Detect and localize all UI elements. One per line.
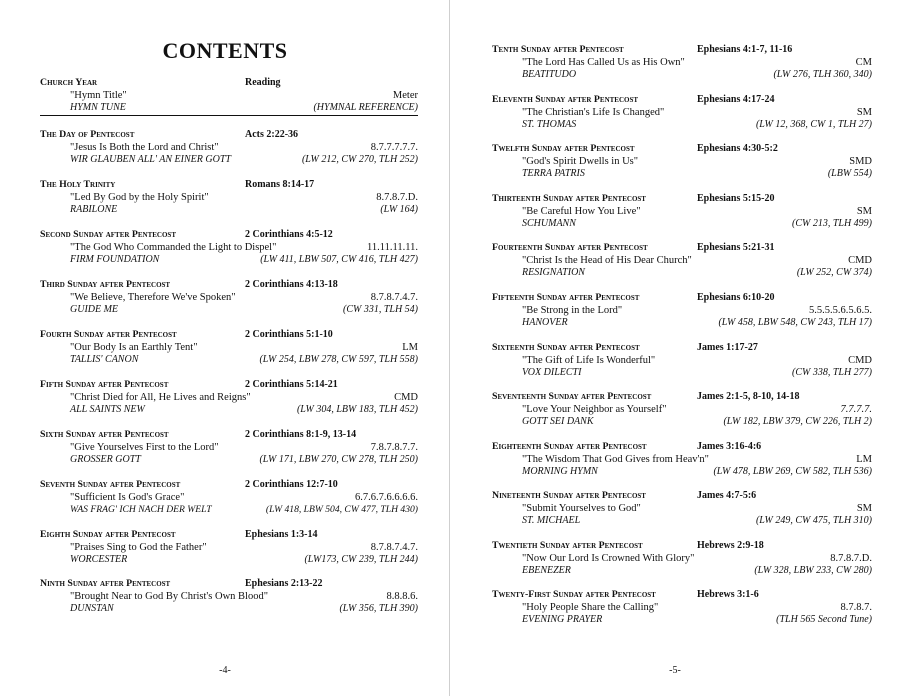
contents-entry xyxy=(40,229,418,267)
hymn-title: "Be Careful How You Live" xyxy=(522,205,641,217)
sunday-name: The Day of Pentecost xyxy=(40,129,135,140)
right-page xyxy=(450,0,900,696)
hymn-title: "Give Yourselves First to the Lord" xyxy=(70,441,219,453)
hymnal-reference: (LW 458, LBW 548, CW 243, TLH 17) xyxy=(718,317,872,328)
hymn-tune: DUNSTAN xyxy=(70,603,114,614)
hymnal-reference: (LW 356, TLH 390) xyxy=(339,603,418,614)
header-meter: Meter xyxy=(392,89,418,101)
hymn-title: "Brought Near to God By Christ's Own Blood" xyxy=(70,590,269,602)
hymn-tune: GUIDE ME xyxy=(70,304,119,315)
page-title: CONTENTS xyxy=(162,38,288,63)
hymn-title: "The Gift of Life Is Wonderful" xyxy=(522,354,656,366)
header-hymn-tune: HYMN TUNE xyxy=(70,102,126,113)
reading: Ephesians 4:17-24 xyxy=(697,94,775,105)
hymn-tune: WAS FRAG' ICH NACH DER WELT xyxy=(70,504,212,515)
hymn-title: "Christ Is the Head of His Dear Church" xyxy=(522,254,692,266)
contents-entry xyxy=(492,589,872,627)
contents-entry xyxy=(492,193,872,231)
hymn-title: "The Wisdom That God Gives from Heav'n" xyxy=(522,453,709,465)
hymn-tune: WIR GLAUBEN ALL' AN EINER GOTT xyxy=(70,154,231,165)
reading: Hebrews 3:1-6 xyxy=(697,589,759,600)
header-church-year: Church Year xyxy=(40,77,98,88)
reading: Acts 2:22-36 xyxy=(245,129,299,140)
page-number: -5- xyxy=(669,665,681,676)
hymnal-reference: (LW 252, CW 374) xyxy=(796,267,872,278)
reading: 2 Corinthians 5:14-21 xyxy=(245,379,338,390)
contents-entry xyxy=(40,179,418,217)
hymn-title: "Led By God by the Holy Spirit" xyxy=(70,191,209,203)
hymn-tune: RESIGNATION xyxy=(522,267,585,278)
hymnal-reference: (LW 411, LBW 507, CW 416, TLH 427) xyxy=(260,254,418,265)
hymn-tune: EVENING PRAYER xyxy=(522,614,603,625)
hymn-tune: FIRM FOUNDATION xyxy=(70,254,160,265)
sunday-name: Eighth Sunday after Pentecost xyxy=(40,529,176,540)
hymnal-reference: (CW 338, TLH 277) xyxy=(791,367,872,378)
hymnal-reference: (LW 249, CW 475, TLH 310) xyxy=(755,515,872,526)
sunday-name: Twentieth Sunday after Pentecost xyxy=(492,540,643,551)
reading: Ephesians 4:30-5:2 xyxy=(697,143,778,154)
meter: 8.8.8.6. xyxy=(386,590,418,602)
reading: Hebrews 2:9-18 xyxy=(697,540,764,551)
sunday-name: Sixteenth Sunday after Pentecost xyxy=(492,342,640,353)
reading: Ephesians 6:10-20 xyxy=(697,292,775,303)
meter: LM xyxy=(402,341,418,353)
contents-entry xyxy=(40,379,418,417)
sunday-name: Fourteenth Sunday after Pentecost xyxy=(492,242,648,253)
sunday-name: Third Sunday after Pentecost xyxy=(40,279,171,290)
meter: CMD xyxy=(848,254,872,266)
hymn-title: "Jesus Is Both the Lord and Christ" xyxy=(70,141,219,153)
sunday-name: Twelfth Sunday after Pentecost xyxy=(492,143,635,154)
meter: 8.7.8.7. xyxy=(840,601,872,613)
header-hymn-title: "Hymn Title" xyxy=(70,89,127,101)
hymn-tune: GOTT SEI DANK xyxy=(522,416,594,427)
hymn-title: "Our Body Is an Earthly Tent" xyxy=(70,341,198,353)
sunday-name: Tenth Sunday after Pentecost xyxy=(492,44,624,55)
sunday-name: Eighteenth Sunday after Pentecost xyxy=(492,441,647,452)
hymnal-reference: (TLH 565 Second Tune) xyxy=(776,614,872,625)
hymn-title: "Holy People Share the Calling" xyxy=(522,601,659,613)
reading: James 2:1-5, 8-10, 14-18 xyxy=(697,391,800,402)
reading: Ephesians 5:21-31 xyxy=(697,242,775,253)
header-hymnal-reference: (HYMNAL REFERENCE) xyxy=(313,102,418,113)
hymn-tune: TERRA PATRIS xyxy=(522,168,585,179)
meter: SM xyxy=(856,205,872,217)
hymn-tune: BEATITUDO xyxy=(522,69,577,80)
contents-entry xyxy=(40,529,418,567)
hymn-tune: EBENEZER xyxy=(522,565,571,576)
hymnal-reference: (LW 182, LBW 379, CW 226, TLH 2) xyxy=(723,416,872,427)
contents-entry xyxy=(492,441,872,479)
meter: 8.7.8.7.D. xyxy=(830,552,872,564)
reading: Ephesians 5:15-20 xyxy=(697,193,775,204)
meter: CMD xyxy=(394,391,418,403)
contents-entry xyxy=(40,479,418,517)
contents-entry xyxy=(492,342,872,380)
reading: Ephesians 2:13-22 xyxy=(245,578,323,589)
page-number: -4- xyxy=(219,665,231,676)
sunday-name: Nineteenth Sunday after Pentecost xyxy=(492,490,646,501)
sunday-name: Fifth Sunday after Pentecost xyxy=(40,379,169,390)
hymn-title: "Now Our Lord Is Crowned With Glory" xyxy=(522,552,695,564)
contents-entry xyxy=(40,429,418,467)
reading: Ephesians 1:3-14 xyxy=(245,529,318,540)
sunday-name: Twenty-First Sunday after Pentecost xyxy=(492,589,656,600)
hymnal-reference: (LW 164) xyxy=(380,204,418,215)
hymn-title: "Praises Sing to God the Father" xyxy=(70,541,207,553)
hymnal-reference: (LW 171, LBW 270, CW 278, TLH 250) xyxy=(259,454,418,465)
contents-entry xyxy=(40,578,418,616)
meter: 8.7.8.7.D. xyxy=(376,191,418,203)
contents-entry xyxy=(40,329,418,367)
sunday-name: Fourth Sunday after Pentecost xyxy=(40,329,177,340)
sunday-name: The Holy Trinity xyxy=(40,179,116,190)
hymn-title: "Submit Yourselves to God" xyxy=(522,502,641,514)
hymn-tune: HANOVER xyxy=(522,317,568,328)
meter: 6.7.6.7.6.6.6.6. xyxy=(355,491,418,503)
hymnal-reference: (LW173, CW 239, TLH 244) xyxy=(304,554,418,565)
contents-entry xyxy=(40,129,418,167)
sunday-name: Second Sunday after Pentecost xyxy=(40,229,176,240)
hymn-tune: ST. MICHAEL xyxy=(522,515,581,526)
sunday-name: Eleventh Sunday after Pentecost xyxy=(492,94,639,105)
contents-entry xyxy=(492,292,872,330)
contents-entry xyxy=(492,44,872,82)
hymn-title: "Love Your Neighbor as Yourself" xyxy=(522,403,667,415)
reading: James 3:16-4:6 xyxy=(697,441,762,452)
hymnal-reference: (LW 328, LBW 233, CW 280) xyxy=(754,565,872,576)
contents-entry xyxy=(492,242,872,280)
reading: Romans 8:14-17 xyxy=(245,179,315,190)
meter: CMD xyxy=(848,354,872,366)
meter: CM xyxy=(855,56,872,68)
contents-entry xyxy=(492,490,872,528)
hymnal-reference: (LW 478, LBW 269, CW 582, TLH 536) xyxy=(713,466,872,477)
reading: James 4:7-5:6 xyxy=(697,490,757,501)
hymnal-reference: (LW 212, CW 270, TLH 252) xyxy=(301,154,418,165)
hymn-title: "The Lord Has Called Us as His Own" xyxy=(522,56,685,68)
hymn-title: "Christ Died for All, He Lives and Reigns" xyxy=(70,391,251,403)
hymnal-reference: (LBW 554) xyxy=(827,168,872,179)
sunday-name: Ninth Sunday after Pentecost xyxy=(40,578,171,589)
meter: 5.5.5.5.6.5.6.5. xyxy=(809,304,872,316)
reading: 2 Corinthians 8:1-9, 13-14 xyxy=(245,429,357,440)
meter: 11.11.11.11. xyxy=(367,241,418,253)
hymn-title: "The Christian's Life Is Changed" xyxy=(522,106,665,118)
sunday-name: Fifteenth Sunday after Pentecost xyxy=(492,292,640,303)
hymn-tune: ALL SAINTS NEW xyxy=(70,404,145,415)
reading: 2 Corinthians 4:5-12 xyxy=(245,229,333,240)
header-reading: Reading xyxy=(245,77,281,88)
hymn-title: "Be Strong in the Lord" xyxy=(522,304,623,316)
reading: Ephesians 4:1-7, 11-16 xyxy=(697,44,793,55)
contents-entry xyxy=(492,391,872,429)
hymn-tune: VOX DILECTI xyxy=(522,367,582,378)
hymnal-reference: (CW 213, TLH 499) xyxy=(791,218,872,229)
meter: LM xyxy=(856,453,872,465)
meter: SM xyxy=(856,502,872,514)
reading: James 1:17-27 xyxy=(697,342,758,353)
column-header xyxy=(40,77,418,116)
hymn-title: "God's Spirit Dwells in Us" xyxy=(522,155,639,167)
meter: 8.7.8.7.4.7. xyxy=(370,541,418,553)
hymn-tune: TALLIS' CANON xyxy=(70,354,139,365)
hymnal-reference: (LW 418, LBW 504, CW 477, TLH 430) xyxy=(265,504,418,515)
hymnal-reference: (CW 331, TLH 54) xyxy=(342,304,418,315)
contents-entry xyxy=(40,279,418,317)
hymnal-reference: (LW 304, LBW 183, TLH 452) xyxy=(296,404,418,415)
meter: 8.7.8.7.4.7. xyxy=(370,291,418,303)
sunday-name: Seventeenth Sunday after Pentecost xyxy=(492,391,652,402)
meter: 7.8.7.8.7.7. xyxy=(370,441,418,453)
meter: SM xyxy=(856,106,872,118)
contents-entry xyxy=(492,540,872,578)
hymn-tune: GROSSER GOTT xyxy=(70,454,141,465)
sunday-name: Seventh Sunday after Pentecost xyxy=(40,479,181,490)
hymn-tune: SCHUMANN xyxy=(522,218,576,229)
reading: 2 Corinthians 5:1-10 xyxy=(245,329,333,340)
reading: 2 Corinthians 4:13-18 xyxy=(245,279,338,290)
meter: 8.7.7.7.7.7. xyxy=(370,141,418,153)
hymn-title: "The God Who Commanded the Light to Dispel" xyxy=(70,241,277,253)
sunday-name: Thirteenth Sunday after Pentecost xyxy=(492,193,646,204)
hymn-tune: MORNING HYMN xyxy=(522,466,598,477)
contents-entry xyxy=(492,94,872,132)
hymn-title: "We Believe, Therefore We've Spoken" xyxy=(70,291,236,303)
contents-entry xyxy=(492,143,872,181)
meter: SMD xyxy=(849,155,872,167)
reading: 2 Corinthians 12:7-10 xyxy=(245,479,338,490)
meter: 7.7.7.7. xyxy=(840,403,872,415)
hymn-tune: WORCESTER xyxy=(70,554,128,565)
hymnal-reference: (LW 12, 368, CW 1, TLH 27) xyxy=(755,119,872,130)
hymn-tune: ST. THOMAS xyxy=(522,119,577,130)
hymnal-reference: (LW 254, LBW 278, CW 597, TLH 558) xyxy=(259,354,418,365)
hymn-title: "Sufficient Is God's Grace" xyxy=(70,491,185,503)
hymnal-reference: (LW 276, TLH 360, 340) xyxy=(773,69,872,80)
hymn-tune: RABILONE xyxy=(70,204,118,215)
sunday-name: Sixth Sunday after Pentecost xyxy=(40,429,169,440)
